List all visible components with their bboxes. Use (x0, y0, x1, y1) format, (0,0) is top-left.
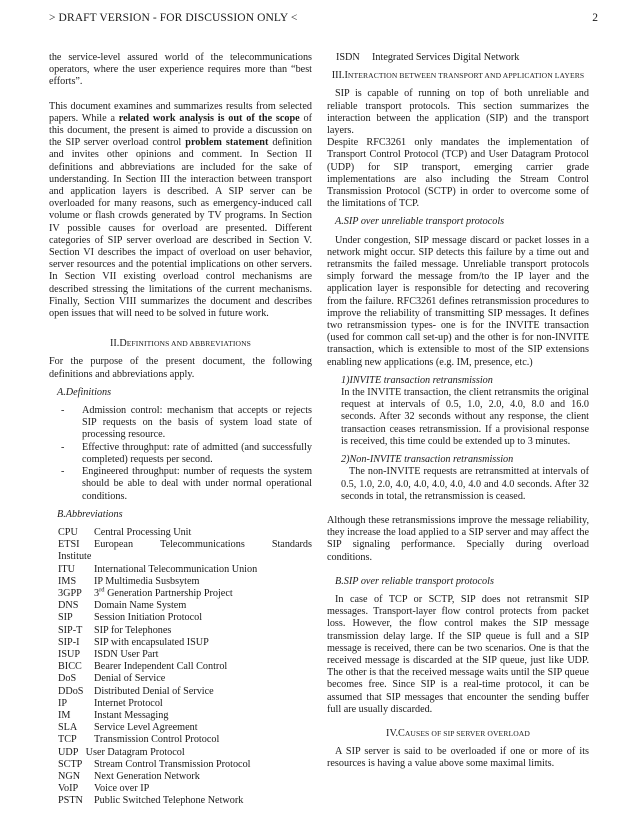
abbr-value: Session Initiation Protocol (94, 612, 203, 624)
abbr-row (49, 759, 312, 771)
abbr-row (49, 649, 312, 661)
abbr-row (327, 52, 589, 64)
abbr-row-udp: UDP User Datagram Protocol (58, 746, 185, 758)
abbr-key: SCTP (58, 758, 83, 770)
abbr-row (49, 600, 312, 612)
abbr-key: TCP (58, 734, 77, 746)
abbr-key: ISUP (58, 648, 81, 660)
abbr-value: Stream Control Transmission Protocol (94, 758, 251, 770)
section-3-initial: I (344, 70, 348, 82)
scope-paragraph (49, 101, 312, 321)
definition-item (57, 466, 312, 503)
abbr-key: ISDN (336, 52, 360, 63)
definition-item (57, 405, 312, 442)
abbr-key: DNS (58, 600, 79, 612)
page-number: 2 (592, 12, 598, 24)
abbr-key: PSTN (58, 795, 83, 807)
abbr-value (94, 588, 312, 600)
abbr-row (49, 625, 312, 637)
definition-item (57, 442, 312, 466)
scope-text-c: definition and invites other opinions and comment. In Section II definitions and abbreviations are included for the sake of understanding. In Section III the interaction between transport and application layers is described. A SIP server can be overloaded for many reasons, such as emergency-induced call volume or flash crowds generated by TV programs. In Section IV possible causes for overload are presented. Different categories of SIP server overload are described in Section V. Section VI describes the impact of overload on user behavior, server resources and the potential implications on other servers. In Section VII existing overload control mechanisms are described stressing the limitations of the current mechanisms. Finally, Section VIII summarizes the document and describes open issues that will need to be solved in future work. (49, 137, 312, 320)
section-2-initial: D (119, 338, 127, 350)
definitions-list (57, 405, 312, 503)
definition-text: Admission control: mechanism that accepts or rejects SIP requests on the basis of system load state of processing resource. (82, 405, 312, 441)
intro-continuation-paragraph: the service-level assured world of the telecommunications operators, where the user experience requires more than “best efforts”. (49, 52, 312, 88)
abbr-value: Next Generation Network (94, 770, 200, 782)
dash-bullet: - (61, 405, 65, 417)
rfc3261-paragraph: Despite RFC3261 only mandates the implementation of Transport Control Protocol (TCP) and User Datagram Protocol (UDP) for SIP transport, emerging carrier grade implementations are also including the Stream Control Transmission Protocol (SCTP) in order to overcome some of the limitations of TCP. (327, 137, 589, 210)
abbr-value: Public Switched Telephone Network (94, 795, 244, 807)
abbr-value: International Telecommunication Union (94, 563, 258, 575)
abbr-key: CPU (58, 526, 78, 538)
scope-bold-b: problem statement (185, 137, 269, 149)
draft-header: > DRAFT VERSION - FOR DISCUSSION ONLY < (49, 12, 298, 24)
abbr-row (49, 710, 312, 722)
definitions-intro: For the purpose of the present document, the following definitions and abbreviations apply. (49, 356, 312, 380)
subsection-b-reliable: B.SIP over reliable transport protocols (335, 575, 494, 587)
abbr-key: DDoS (58, 685, 84, 697)
abbr-row (49, 527, 312, 539)
section-4-heading (327, 728, 589, 740)
abbr-key: NGN (58, 770, 81, 782)
abbr-value: Internet Protocol (94, 697, 163, 709)
abbr-value: IP Multimedia Susbsytem (94, 575, 200, 587)
abbr-value: Distributed Denial of Service (94, 685, 214, 697)
abbr-key: ITU (58, 563, 75, 575)
subsection-b-abbreviations: B.Abbreviations (57, 508, 123, 520)
abbr-key: SIP (58, 612, 73, 624)
abbr-value: Bearer Independent Call Control (94, 661, 228, 673)
abbr-key: IMS (58, 575, 77, 587)
abbr-value: Integrated Services Digital Network (372, 52, 520, 63)
subsection-a-unreliable: A.SIP over unreliable transport protocols (335, 216, 505, 228)
abbr-row (49, 637, 312, 649)
abbr-key: SIP-T (58, 624, 83, 636)
abbr-row (49, 783, 312, 795)
section-3-heading (327, 70, 589, 82)
abbr-row (49, 588, 312, 600)
abbr-value: ISDN User Part (94, 648, 159, 660)
non-invite-paragraph: The non-INVITE requests are retransmitted at intervals of 0.5, 1.0, 2.0, 4.0, 4.0, 4.0, 4.0, 4.0 and 4.0 seconds. After 32 seconds in total, the retransmission is ceased. (341, 466, 589, 502)
section-3-title: NTERACTION BETWEEN TRANSPORT AND APPLICATION LAYERS (347, 71, 585, 81)
left-column (49, 52, 312, 808)
abbr-value: Instant Messaging (94, 709, 169, 721)
abbr-key: VoIP (58, 783, 79, 795)
abbr-row (49, 673, 312, 685)
abbr-key: DoS (58, 673, 77, 685)
abbr-row (49, 576, 312, 588)
abbr-value: SIP for Telephones (94, 624, 172, 636)
abbr-value: Domain Name System (94, 600, 187, 612)
abbr-key: SIP-I (58, 636, 80, 648)
abbr-word: European (94, 539, 134, 551)
definition-text: Effective throughput: rate of admitted (and successfully completed) requests per second. (82, 441, 312, 465)
abbr-word: Telecommunications (160, 539, 245, 551)
section-3-number: III. (331, 70, 345, 82)
abbr-row (49, 539, 312, 551)
section-4-title: AUSES OF SIP SERVER OVERLOAD (404, 728, 530, 738)
scope-text-a: This document examines and summarizes results from selected papers. While a (49, 100, 312, 124)
abbr-row (49, 612, 312, 624)
section-4-number: IV. (386, 727, 399, 739)
right-column (327, 52, 589, 771)
abbr-ordinal: 3 (94, 587, 100, 599)
abbr-row (49, 686, 312, 698)
invite-paragraph: In the INVITE transaction, the client retransmits the original request at intervals of 0.5, 1.0, 2.0, 4.0, 8.0 and 16.0 seconds. After 32 seconds without any response, the client transaction ceases retransmission. If a provisional response is received, this time could be extended up to 3 minutes. (341, 387, 589, 447)
abbr-value: Denial of Service (94, 673, 166, 685)
abbr-key: SLA (58, 722, 78, 734)
abbr-row (49, 722, 312, 734)
reliable-transport-paragraph: In case of TCP or SCTP, SIP does not retransmit SIP messages. Transport-layer flow control protects from packet loss. However, the flow control makes the SIP message transmission delay large. If the SIP queue is full and a SIP message is received, there can be two scenarios. One is that the received message is discarded at the SIP queue, just like UDP. The other is that the received message waits until the SIP queue becomes free. Since SIP is a real-time protocol, it can be assumed that SIP messages that encounter the sending buffer full are usually discarded. (327, 593, 589, 715)
abbr-row (49, 564, 312, 576)
abbr-word: Standards (271, 539, 312, 551)
scope-text-b: of this document, the present is aimed to provide a discussion on the SIP server overload control (49, 112, 312, 149)
subsubsection-non-invite: 2)Non-INVITE transaction retransmission (341, 454, 514, 466)
abbr-key: BICC (58, 661, 82, 673)
abbr-value: SIP with encapsulated ISUP (94, 636, 209, 648)
overload-definition-paragraph: A SIP server is said to be overloaded if one or more of its resources is having a value above some maximal limits. (327, 746, 589, 770)
section-2-title: EFINITIONS AND ABBREVIATIONS (126, 339, 251, 349)
abbr-row (49, 795, 312, 807)
abbr-row (49, 698, 312, 710)
abbr-continuation: Institute (58, 551, 92, 563)
definition-text: Engineered throughput: number of requests the system should be able to deal with under normal operational conditions. (82, 466, 312, 502)
abbr-value: Service Level Agreement (94, 722, 198, 734)
congestion-paragraph: Under congestion, SIP message discard or packet losses in a network might occur. SIP detects this failure by a time out and retransmits the failed message. Unreliable transport protocols simply forward the message from/to the IP layer and the application layer is responsible for detecting and recovering from the failure. RFC3261 defines retransmission procedures to improve the reliability of transmitting SIP messages. It defines two retransmission types- one is for the INVITE transaction (used for common call set-up) and the other is for non-INVITE transaction, which is extensible to most of the SIP extensions enabling new applications (e.g. IM, presence, etc.) (327, 234, 589, 368)
abbreviations-table (49, 527, 312, 808)
abbr-value-rest: Generation Partnership Project (104, 587, 233, 599)
subsubsection-invite: 1)INVITE transaction retransmission (341, 374, 493, 386)
abbr-key: ETSI (58, 539, 80, 551)
subsection-a-definitions: A.Definitions (57, 386, 112, 398)
abbr-key: IM (58, 709, 71, 721)
abbr-row (49, 734, 312, 746)
dash-bullet: - (61, 441, 65, 453)
abbr-value: Voice over IP (94, 783, 150, 795)
dash-bullet: - (61, 466, 65, 478)
abbr-value: Central Processing Unit (94, 526, 192, 538)
abbr-ordinal-suffix: rd (99, 586, 105, 594)
section-2-heading (49, 338, 312, 350)
abbr-key: IP (58, 697, 68, 709)
transport-intro-paragraph: SIP is capable of running on top of both unreliable and reliable transport protocols. This section summarizes the interaction between the application (SIP) and the transport layers. (327, 88, 589, 137)
scope-bold-a: related work analysis is out of the scope (118, 112, 300, 124)
abbr-key: 3GPP (58, 587, 82, 599)
abbr-row (49, 771, 312, 783)
abbr-value (94, 539, 312, 551)
section-4-initial: C (398, 727, 405, 739)
abbr-row (49, 661, 312, 673)
retransmission-load-paragraph: Although these retransmissions improve the message reliability, they increase the load applied to a SIP server and may affect the SIP signaling performance. Specially during overload conditions. (327, 514, 589, 563)
section-2-number: II. (109, 338, 120, 350)
abbr-value: Transmission Control Protocol (94, 734, 220, 746)
